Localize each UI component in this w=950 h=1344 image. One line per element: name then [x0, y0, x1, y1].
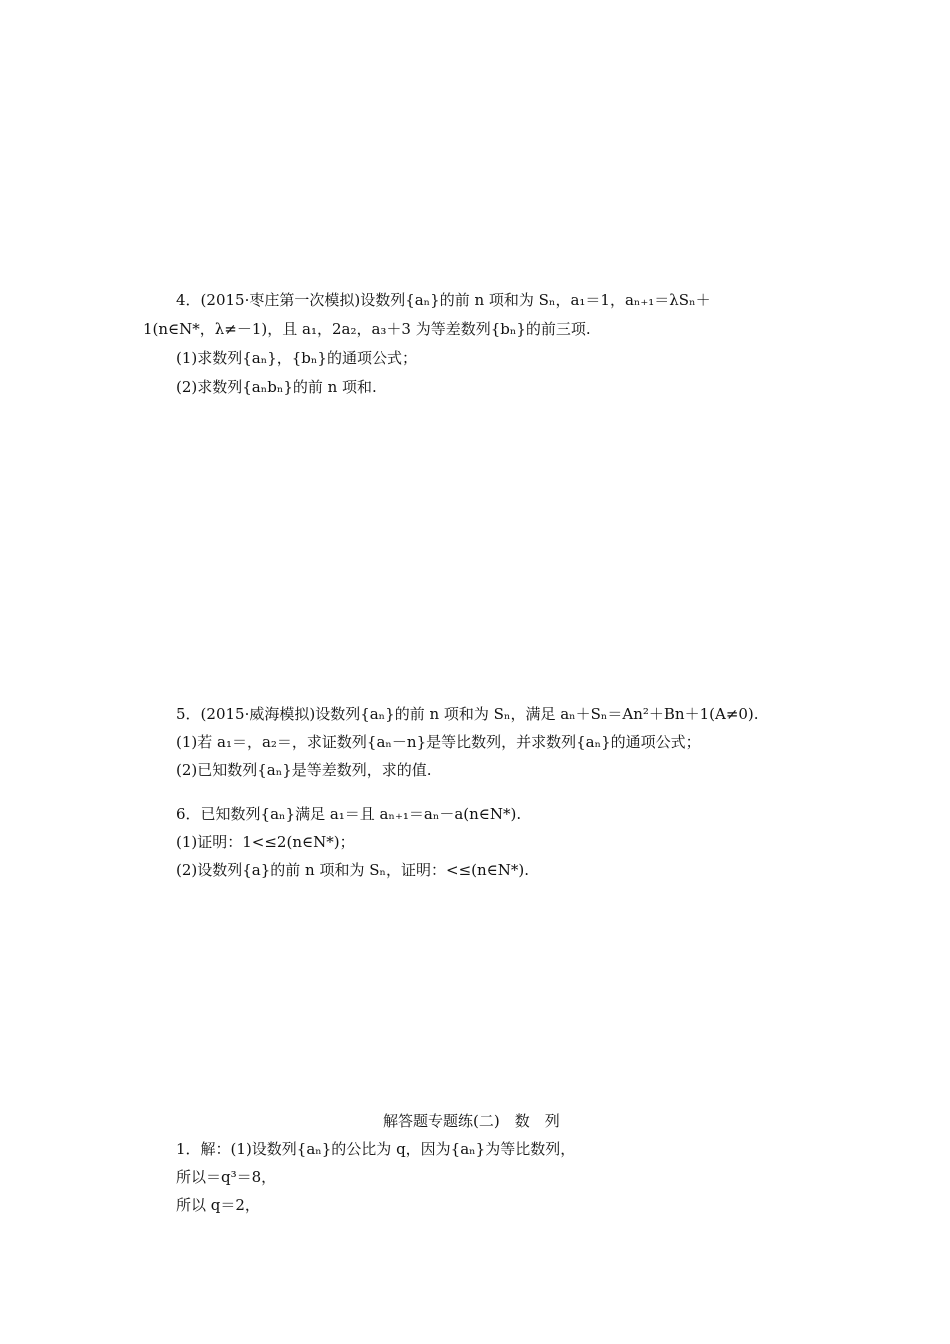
problem-5-part-1: (1)若 a₁＝，a₂＝，求证数列{aₙ－n}是等比数列，并求数列{aₙ}的通项公式；	[176, 733, 701, 751]
problem-6-statement: 6．已知数列{aₙ}满足 a₁＝且 aₙ₊₁＝aₙ－a(n∈N*).	[176, 805, 522, 823]
problem-6-part-1: (1)证明：1<≤2(n∈N*)；	[176, 833, 355, 851]
answer-line-1: 1．解：(1)设数列{aₙ}的公比为 q，因为{aₙ}为等比数列，	[176, 1140, 576, 1158]
problem-4-statement-line-1: 4．(2015·枣庄第一次模拟)设数列{aₙ}的前 n 项和为 Sₙ，a₁＝1，aₙ₊₁＝λSₙ＋	[176, 291, 711, 309]
problem-5-statement: 5．(2015·威海模拟)设数列{aₙ}的前 n 项和为 Sₙ，满足 aₙ＋Sₙ＝An²＋Bn＋1(A≠0).	[176, 705, 759, 723]
problem-4-part-1: (1)求数列{aₙ}，{bₙ}的通项公式；	[176, 349, 417, 367]
problem-5-part-2: (2)已知数列{aₙ}是等差数列，求的值.	[176, 761, 432, 779]
problem-4-statement-line-2: 1(n∈N*，λ≠－1)，且 a₁，2a₂，a₃＋3 为等差数列{bₙ}的前三项.	[143, 320, 591, 338]
problem-6-part-2: (2)设数列{a}的前 n 项和为 Sₙ，证明：<≤(n∈N*).	[176, 861, 530, 879]
answer-section-title: 解答题专题练(二) 数 列	[383, 1112, 560, 1130]
answer-line-3: 所以 q＝2，	[176, 1196, 260, 1214]
problem-4-part-2: (2)求数列{aₙbₙ}的前 n 项和.	[176, 378, 377, 396]
answer-line-2: 所以＝q³＝8，	[176, 1168, 277, 1186]
